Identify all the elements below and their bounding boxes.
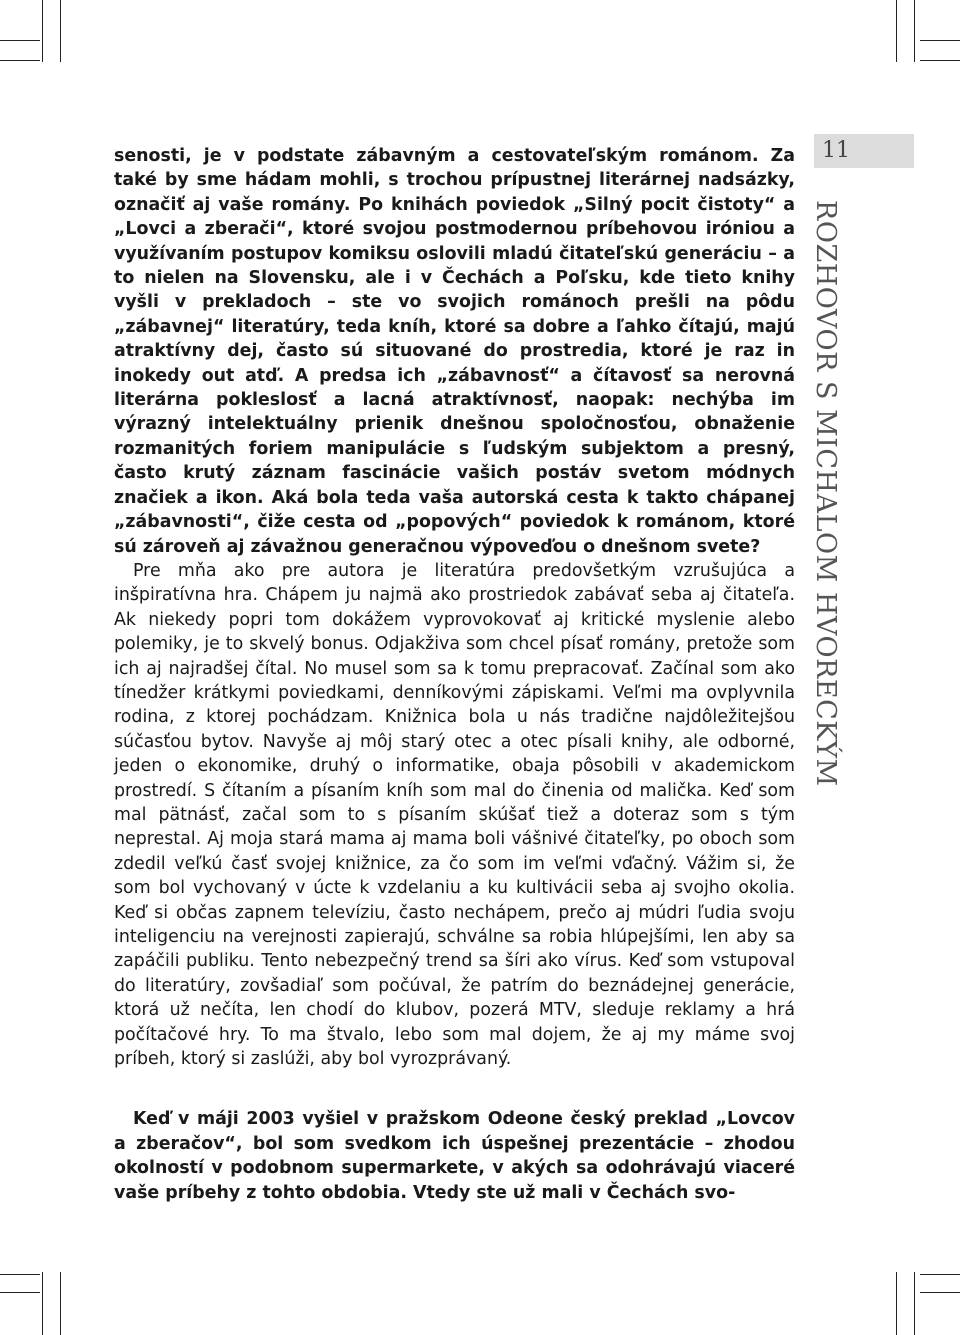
crop-mark: [920, 40, 960, 41]
interview-answer: Pre mňa ako pre autora je literatúra predovšetkým vzrušujúca a inšpiratívna hra. Chápem ju najmä ako prostriedok zabávať seba aj čitateľa. Ak niekedy popri tom dokážem vyprovokovať aj kritické myslenie alebo polemiky, je to skvelý bonus. Odjakživa som chcel písať romány, pretože som ich aj najradšej čítal. No musel som sa k tomu prepracovať. Začínal som ako tínedžer krátkymi poviedkami, denníkovými zápiskami. Veľmi ma ovplyvnila rodina, z ktorej pochádzam. Knižnica bola u nás tradične najdôležitejšou súčasťou bytov. Navyše aj môj starý otec a otec písali knihy, ale odborné, jeden o ekonomike, druhý o informatike, obaja pôsobili v akademickom prostredí. S čítaním a písaním kníh som mal do činenia od malička. Keď som mal pätnásť, začal som to s písaním skúšať tiež a doteraz som s tým neprestal. Aj moja stará mama aj mama boli vášnivé čitateľky, po oboch som zdedil veľkú časť svojej knižnice, za čo som im veľmi vďačný. Vážim si, že som bol vychovaný v úcte k vzdelaniu a ku kultivácii seba aj svojho okolia. Keď si občas zapnem televíziu, často nechápem, prečo aj múdri ľudia svoju inteligenciu na verejnosti zapierajú, schválne sa robia hlúpejšími, len aby sa zapáčili publiku. Tento nebezpečný trend sa šíri ako vírus. Keď som vstupoval do literatúry, zovšadiaľ som počúval, že patrím do beznádejnej generácie, ktorá už nečíta, len chodí do klubov, pozerá MTV, sleduje reklamy a hrá počítačové hry. To ma štvalo, lebo som mal dojem, že aj my máme svoj príbeh, ktorý si zaslúži, aby bol vyrozprávaný.: [114, 560, 795, 1070]
body-text: [114, 144, 795, 1205]
crop-mark: [896, 1272, 897, 1335]
running-head: ROZHOVOR S MICHALOM HVORECKÝM: [810, 200, 841, 787]
crop-mark: [0, 40, 40, 41]
crop-mark: [920, 1292, 960, 1293]
crop-mark: [60, 0, 61, 62]
crop-mark: [60, 1272, 61, 1335]
interview-question: Keď v máji 2003 vyšiel v pražskom Odeone český preklad „Lovcov a zberačov“, bol som svedkom ich úspešnej prezentácie – zhodou okolností v podobnom supermarkete, v akých sa odohrávajú viaceré vaše príbehy z tohto obdobia. Vtedy ste už mali v Čechách svo-: [114, 1109, 795, 1203]
crop-mark: [0, 60, 40, 61]
crop-mark: [914, 1272, 915, 1335]
crop-mark: [42, 0, 43, 62]
crop-mark: [42, 1272, 43, 1335]
crop-mark: [896, 0, 897, 62]
crop-mark: [920, 1274, 960, 1275]
crop-mark: [914, 0, 915, 62]
crop-mark: [0, 1292, 40, 1293]
crop-mark: [920, 60, 960, 61]
crop-mark: [0, 1274, 40, 1275]
page-number: 11: [822, 138, 850, 163]
interview-question: senosti, je v podstate zábavným a cestovateľským románom. Za také by sme hádam mohli, s trochou prípustnej literárnej nadsázky, označiť aj vaše romány. Po knihách poviedok „Silný pocit čistoty“ a „Lovci a zberači“, ktoré svojou postmodernou príbehovou iróniou a využívaním postupov komiksu oslovili mladú čitateľskú generáciu – a to nielen na Slovensku, ale i v Čechách a Poľsku, kde tieto knihy vyšli v prekladoch – ste vo svojich románoch prešli na pôdu „zábavnej“ literatúry, teda kníh, ktoré sa dobre a ľahko čítajú, majú atraktívny dej, často sú situované do prostredia, ktoré je raz in inokedy out atď. A predsa ich „zábavnosť“ a čítavosť sa nerovná literárna pokleslosť a lacná atraktívnosť, naopak: nechýba im výrazný intelektuálny prienik dnešnou spoločnosťou, obnaženie rozmanitých foriem manipulácie s ľudským subjektom a presný, často krutý záznam fascinácie vašich postáv svetom módnych značiek a ikon. Aká bola teda vaša autorská cesta k takto chápanej „zábavnosti“, čiže cesta od „popových“ poviedok k románom, ktoré sú zároveň aj závažnou generačnou výpoveďou o dnešnom svete?: [114, 146, 795, 557]
